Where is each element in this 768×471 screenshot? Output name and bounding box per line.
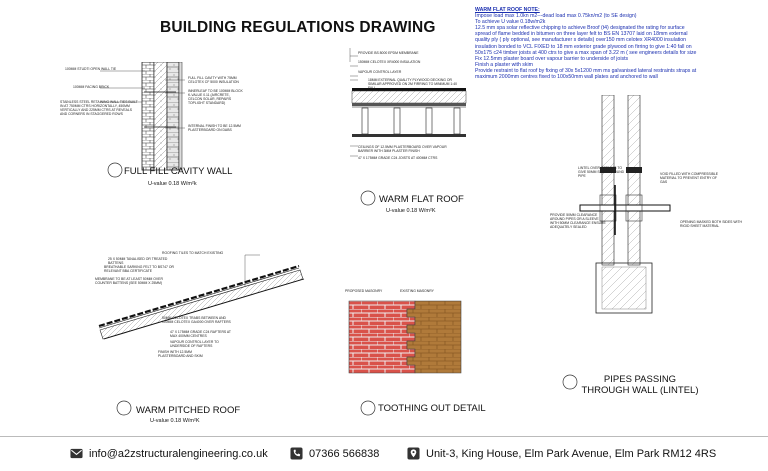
flat-label: PROVIDE BS 8000 EPDM MEMBRANE (358, 51, 419, 55)
pipe-lintel-section (570, 95, 680, 325)
footer-phone[interactable] (290, 447, 379, 460)
note-line: quality ply ( ply optional, see manufacturer s details) over150 mm celotex XR4000 insulation (475, 37, 687, 44)
address-text: Unit-3, King House, Elm Park Avenue, Elm Park RM12 4RS (426, 447, 717, 460)
location-pin-icon (407, 447, 420, 460)
lintel-caption: PIPES PASSING THROUGH WALL (LINTEL) (581, 374, 699, 396)
lintel-label: VOID FILLED WITH COMPRESSIBLE MATERIAL TO PREVENT ENTRY OF GAS (660, 172, 719, 185)
flat-label: CEILINGS OF 12.5MM PLASTERBOARD OVER VAPOUR BARRIER WITH 3MM PLASTER FINISH (358, 145, 447, 154)
footer-address (407, 447, 716, 460)
flat-roof-section (348, 44, 470, 184)
footer-email[interactable] (70, 447, 268, 460)
pitched-label: MEMBRANE TO BE AT LEAST 50MM OVER COUNTER BATTENS (SEE 50MM X 25MM) (95, 277, 163, 286)
cavity-label: INTERNAL FINISH TO BE 12.5MM PLASTERBOARD ON DABS (188, 124, 241, 133)
phone-icon (290, 447, 303, 460)
cavity-label: 100MM FACING BRICK (73, 85, 110, 89)
note-line: To achieve U value 0.18w/m2k (475, 19, 546, 26)
flat-caption: WARM FLAT ROOF (379, 194, 464, 205)
lintel-label: LINTEL OVER OPENING TO GIVE 50MM SPACE AROUND PIPE (578, 166, 625, 179)
email-icon (70, 447, 83, 460)
contact-footer (0, 436, 768, 471)
cavity-label: 100MM STUDTI OPEN WALL TIE (65, 67, 117, 71)
pitched-label: FINISH WITH 12.5MM PLASTERBOARD AND SKIM (158, 350, 203, 359)
drawing-title: BUILDING REGULATIONS DRAWING (160, 19, 436, 36)
pitched-label: 25 X 50MM TANALISED OR TREATED BATTENS (108, 257, 168, 266)
cavity-uvalue: U-value 0.18 W/m²k (148, 181, 197, 187)
lintel-label: OPENING MASKED BOTH SIDES WITH RIGID SHEET MATERIAL (680, 220, 742, 229)
section-marker-icon (358, 188, 378, 208)
section-marker-icon (560, 372, 580, 392)
pitched-label: BREATHABLE SARKING FELT TO BS747 OR RELEVANT BBA CERTIFICATE (104, 265, 174, 274)
pitched-caption: WARM PITCHED ROOF (136, 405, 241, 416)
note-line: Provide restraint to flat roof by fixing of 30x 5x1200 mm ms galvanised lateral restraints straps at (475, 67, 697, 74)
flat-label: 47 X 175MM GRADE C24 JOISTS AT 400MM CTRS (358, 156, 438, 160)
toothing-detail (345, 293, 465, 383)
note-line: insulation bonded to VCL FIXED to 18 mm exterior grade plywood on firring to give 1:40 fall on (475, 43, 692, 50)
toothing-label: PROPOSED MASONRY (345, 289, 383, 293)
phone-text: 07366 566838 (309, 447, 380, 460)
note-line: 50x175 c24 timber joists at 400 ctrs to give a max span of 3.22 m ( see engineers details for size (475, 49, 697, 56)
cavity-label: STAINLESS STEEL RETAINING WALL TIES BUILT IN AT 750MM CTRS HORIZONTALLY, 450MM VERTICALLY AND 225MM CTRS AT REVEALS AND CORNERS IN STAGGERED ROWS (60, 100, 138, 117)
flat-label: 150MM CELOTEX XR4000 INSULATION (358, 60, 421, 64)
note-title: WARM FLAT ROOF NOTE: (475, 7, 540, 13)
flat-uvalue: U-value 0.18 W/m²K (386, 208, 436, 214)
section-marker-icon (358, 398, 378, 418)
email-text: info@a2zstructuralengineering.co.uk (89, 447, 268, 460)
flat-label: VAPOUR CONTROL LAYER (358, 70, 402, 74)
note-line: Fix 12.5mm plaster board over vapour barrier to underside of joists (475, 55, 629, 62)
toothing-caption: TOOTHING OUT DETAIL (378, 403, 486, 414)
cavity-label: FULL FILL CAVITY WITH 75MM CELOTEX CF 5000 INSULATION (188, 76, 239, 85)
pitched-uvalue: U-value 0.18 W/m²K (150, 418, 200, 424)
section-marker-icon (114, 398, 134, 418)
note-line: Finish a plaster with skim (475, 61, 533, 68)
pitched-label: ROOFING TILES TO MATCH EXISTING (162, 251, 224, 255)
flat-label: 18MM EXTERNAL QUALITY PLYWOOD DECKING OR SIMILAR APPROVED ON 2M FIRRING TO MINIMUM 1:40 FALL (368, 78, 457, 91)
lintel-label: PROVIDE 50MM CLEARANCE AROUND PIPES OR A SLEEVE WITH 50MM CLEARANCE ENSURE ADEQUATELY SEALED (550, 213, 606, 230)
pitched-label: 50MM CELOTEX TRABS BETWEEN AND 100MM CELOTEX GA4000 OVER RAFTERS (162, 316, 231, 325)
flat-roof-note (475, 7, 765, 80)
note-line: Impose load max 1.0kn m2---dead load max 0.75kn/m2 (to SE design) (475, 13, 637, 20)
cavity-caption: FULL FILL CAVITY WALL (124, 166, 233, 177)
section-marker-icon (105, 160, 125, 180)
note-line: maximum 2000mm centres fixed to 100x50mm wall plates and anchored to wall (475, 74, 658, 81)
cavity-label: INNERLEAF TO BE 100MM BLOCK K-VALUE 0.11 (AIRCRETE, CELCON SOLAR, REPAIRS TOPLIGHT STANDARD) (188, 89, 243, 106)
toothing-label: EXISTING MASONRY (400, 289, 434, 293)
note-line: spread of flame bedded in bitumen on three layer felt to BS EN 13707 laid on 18mm external (475, 31, 688, 38)
pitched-label: 47 X 175MM GRADE C24 RAFTERS AT MAX 400MM CENTRES (170, 330, 231, 339)
pitched-label: VAPOUR CONTROL LAYER TO UNDERSIDE OF RAFTERS (170, 340, 219, 349)
note-line: 12.5 mm spa solar reflective chipping to achieve Broof (t4) designated the rating for surface (475, 25, 685, 32)
